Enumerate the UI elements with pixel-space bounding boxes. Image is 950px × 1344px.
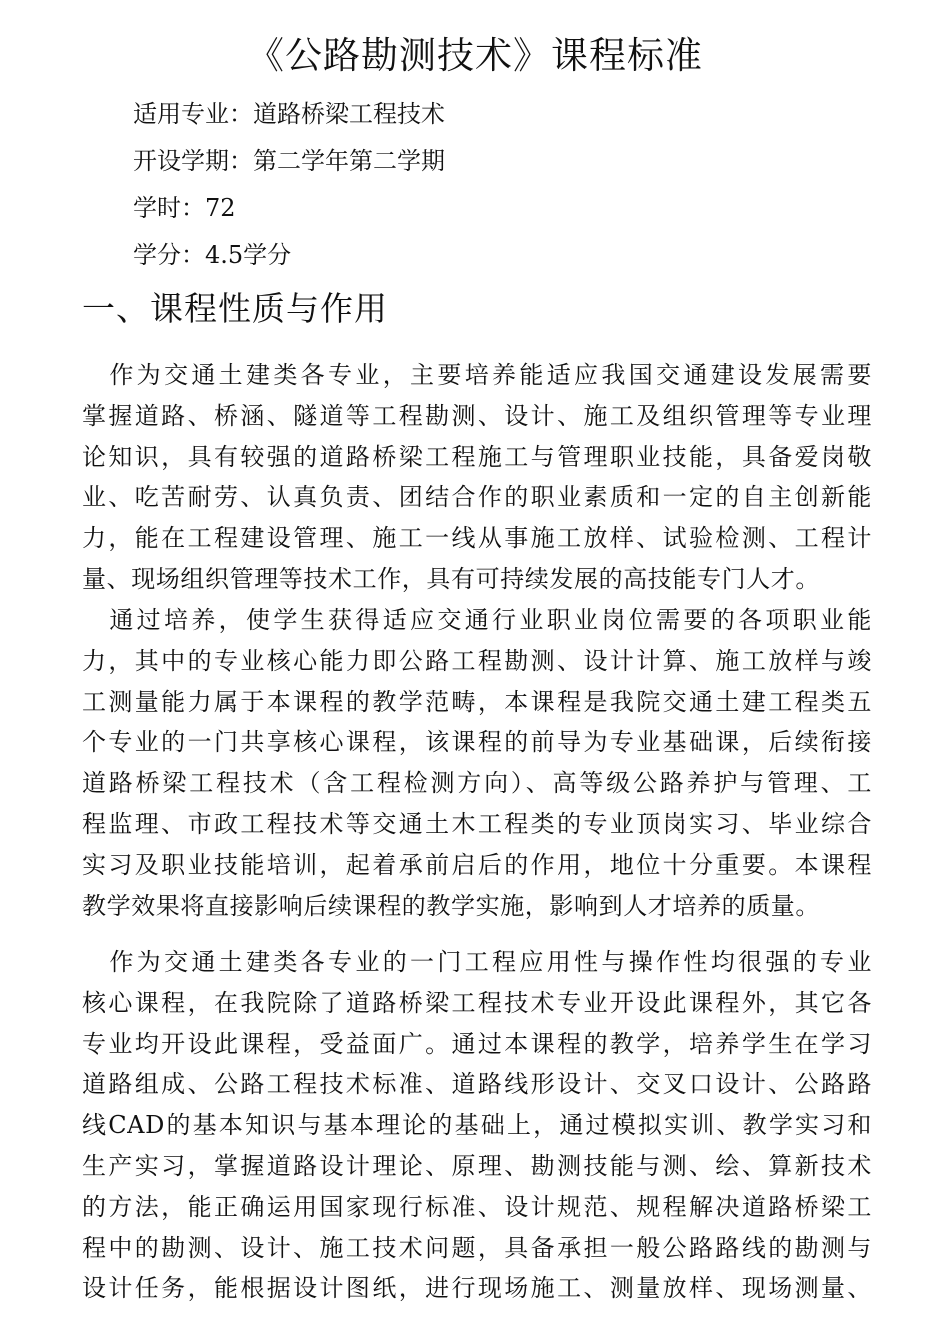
paragraph-line: 线CAD的基本知识与基本理论的基础上，通过模拟实训、教学实习和 bbox=[82, 1111, 872, 1140]
meta-semester-label: 开设学期： bbox=[133, 147, 253, 175]
meta-major-label: 适用专业： bbox=[133, 100, 253, 128]
paragraph-1 bbox=[82, 355, 872, 600]
paragraph-line: 实习及职业技能培训，起着承前启后的作用，地位十分重要。本课程 bbox=[82, 850, 872, 879]
paragraph-line: 的方法，能正确运用国家现行标准、设计规范、规程解决道路桥梁工 bbox=[82, 1192, 872, 1221]
paragraph-line: 业、吃苦耐劳、认真负责、团结合作的职业素质和一定的自主创新能 bbox=[82, 483, 872, 512]
paragraph-line: 力，其中的专业核心能力即公路工程勘测、设计计算、施工放样与竣 bbox=[82, 646, 872, 675]
paragraph-line: 作为交通土建类各专业的一门工程应用性与操作性均很强的专业 bbox=[82, 948, 872, 976]
meta-major-value: 道路桥梁工程技术 bbox=[253, 100, 445, 128]
meta-credits-value: 4.5学分 bbox=[205, 241, 292, 269]
paragraph-line: 核心课程，在我院除了道路桥梁工程技术专业开设此课程外，其它各 bbox=[82, 988, 872, 1017]
meta-semester bbox=[133, 144, 445, 178]
paragraph-line: 道路组成、公路工程技术标准、道路线形设计、交叉口设计、公路路 bbox=[82, 1070, 872, 1099]
document-title: 《公路勘测技术》课程标准 bbox=[247, 34, 703, 77]
paragraph-line: 掌握道路、桥涵、隧道等工程勘测、设计、施工及组织管理等专业理 bbox=[82, 401, 872, 430]
meta-major bbox=[133, 97, 445, 131]
paragraph-line: 作为交通土建类各专业，主要培养能适应我国交通建设发展需要 bbox=[82, 361, 872, 389]
meta-credits bbox=[133, 238, 291, 272]
paragraph-line: 专业均开设此课程，受益面广。通过本课程的教学，培养学生在学习 bbox=[82, 1029, 872, 1058]
paragraph-line: 论知识，具有较强的道路桥梁工程施工与管理职业技能，具备爱岗敬 bbox=[82, 442, 872, 471]
paragraph-line: 量、现场组织管理等技术工作，具有可持续发展的高技能专门人才。 bbox=[82, 564, 820, 593]
paragraph-line: 工测量能力属于本课程的教学范畴，本课程是我院交通土建工程类五 bbox=[82, 687, 872, 716]
paragraph-2 bbox=[82, 600, 872, 926]
meta-semester-value: 第二学年第二学期 bbox=[253, 147, 445, 175]
paragraph-line: 通过培养，使学生获得适应交通行业职业岗位需要的各项职业能 bbox=[82, 606, 872, 634]
meta-hours-label: 学时： bbox=[133, 194, 205, 222]
paragraph-line: 生产实习，掌握道路设计理论、原理、勘测技能与测、绘、算新技术 bbox=[82, 1151, 872, 1180]
paragraph-line: 教学效果将直接影响后续课程的教学实施，影响到人才培养的质量。 bbox=[82, 891, 820, 920]
meta-hours bbox=[133, 191, 236, 225]
paragraph-line: 设计任务，能根据设计图纸，进行现场施工、测量放样、现场测量、 bbox=[82, 1274, 872, 1303]
meta-hours-value: 72 bbox=[205, 194, 236, 222]
paragraph-line: 个专业的一门共享核心课程，该课程的前导为专业基础课，后续衔接 bbox=[82, 728, 872, 757]
paragraph-line: 道路桥梁工程技术（含工程检测方向）、高等级公路养护与管理、工 bbox=[82, 769, 872, 798]
paragraph-line: 程监理、市政工程技术等交通土木工程类的专业顶岗实习、毕业综合 bbox=[82, 809, 872, 838]
meta-credits-label: 学分： bbox=[133, 241, 205, 269]
paragraph-line: 程中的勘测、设计、施工技术问题，具备承担一般公路路线的勘测与 bbox=[82, 1233, 872, 1262]
paragraph-3 bbox=[82, 942, 872, 1309]
paragraph-line: 力，能在工程建设管理、施工一线从事施工放样、试验检测、工程计 bbox=[82, 524, 872, 553]
section-heading-1: 一、课程性质与作用 bbox=[82, 289, 388, 328]
